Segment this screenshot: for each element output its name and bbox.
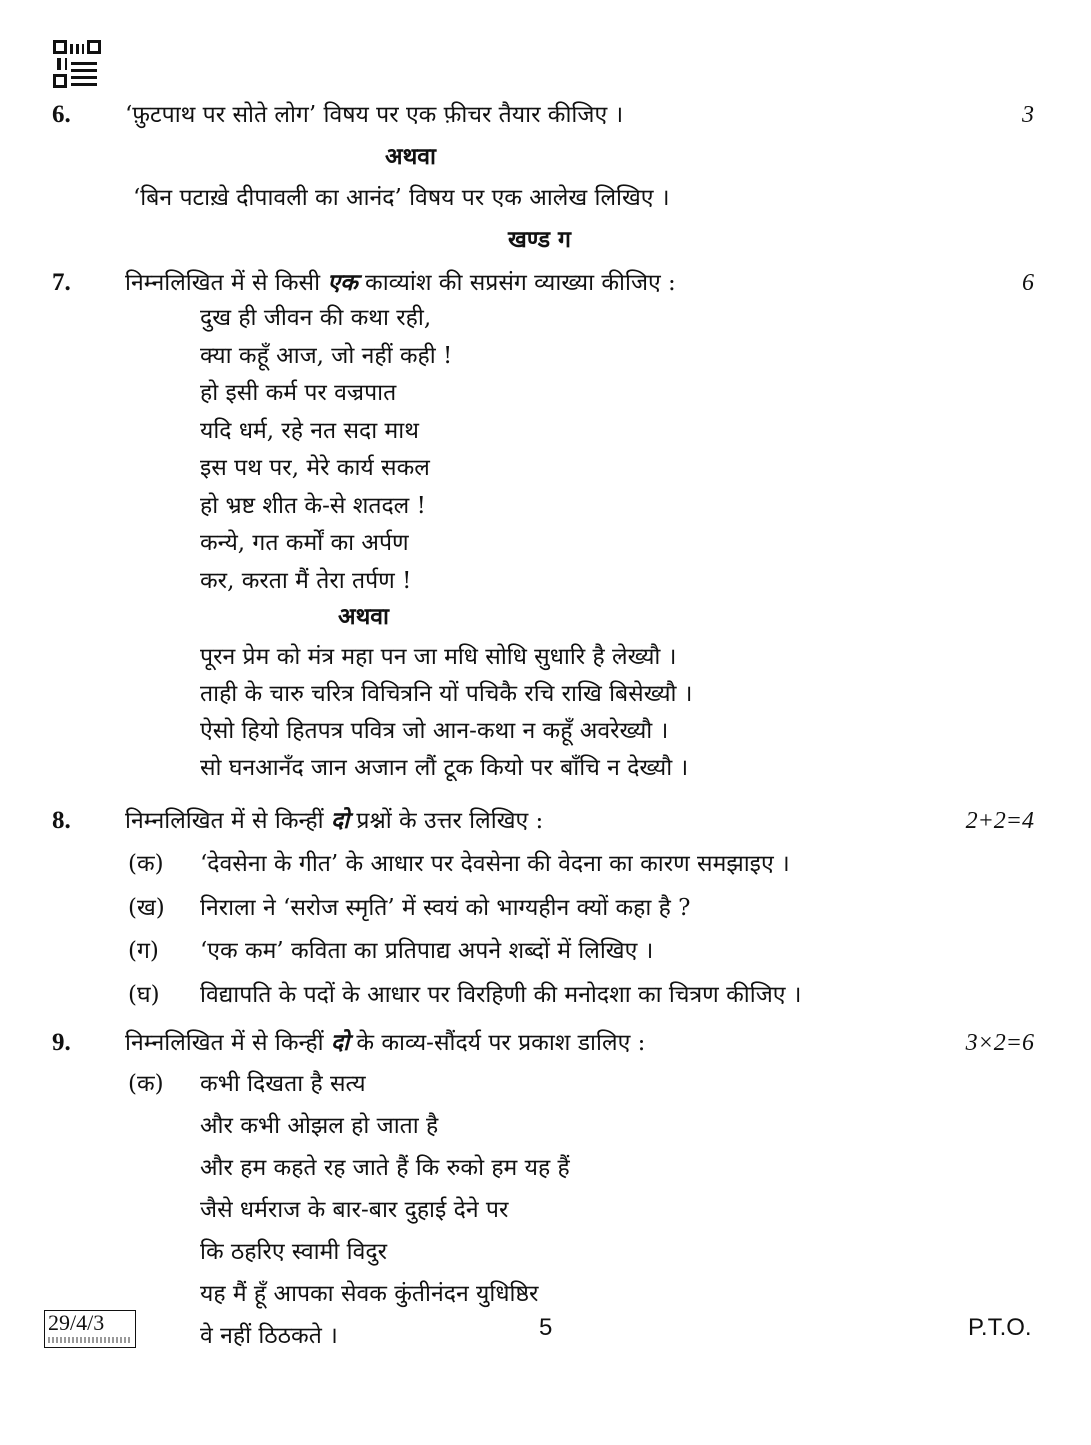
question-8-emphasis: दो bbox=[330, 807, 350, 834]
question-9-emphasis: दो bbox=[330, 1029, 350, 1056]
pto-label: P.T.O. bbox=[968, 1314, 1032, 1341]
subquestion-text: ‘देवसेना के गीत’ के आधार पर देवसेना की वेदना का कारण समझाइए । bbox=[200, 851, 790, 877]
question-6-alt-text: ‘बिन पटाख़े दीपावली का आनंद’ विषय पर एक आलेख लिखिए । bbox=[133, 185, 670, 211]
poem-line: कभी दिखता है सत्य bbox=[200, 1071, 366, 1097]
question-7-marks: 6 bbox=[1022, 270, 1034, 296]
subquestion-text: विद्यापति के पदों के आधार पर विरहिणी की मनोदशा का चित्रण कीजिए । bbox=[200, 982, 802, 1008]
question-9-marks: 3×2=6 bbox=[965, 1030, 1034, 1056]
poem-line: कर, करता मैं तेरा तर्पण ! bbox=[200, 568, 412, 594]
poem-line: और हम कहते रह जाते हैं कि रुको हम यह हैं bbox=[200, 1155, 570, 1181]
question-7-number: 7. bbox=[52, 269, 71, 296]
poem-line: और कभी ओझल हो जाता है bbox=[200, 1113, 439, 1139]
question-7-or-label: अथवा bbox=[338, 603, 390, 630]
question-8-marks: 2+2=4 bbox=[965, 808, 1034, 834]
question-8-text: निम्नलिखित में से किन्हीं दो प्रश्नों के उत्तर लिखिए : bbox=[125, 807, 544, 834]
poem-line: कन्ये, गत कर्मों का अर्पण bbox=[200, 530, 409, 556]
subquestion-label: (क) bbox=[128, 1071, 164, 1097]
subquestion-text: ‘एक कम’ कविता का प्रतिपाद्य अपने शब्दों में लिखिए । bbox=[200, 938, 654, 964]
poem-line: इस पथ पर, मेरे कार्य सकल bbox=[200, 455, 430, 481]
subquestion-label: (ख) bbox=[128, 895, 165, 921]
poem-line: हो इसी कर्म पर वज्रपात bbox=[200, 380, 397, 406]
question-6-number: 6. bbox=[52, 101, 71, 128]
poem-line: यदि धर्म, रहे नत सदा माथ bbox=[200, 418, 419, 444]
question-6-text: ‘फ़ुटपाथ पर सोते लोग’ विषय पर एक फ़ीचर तैयार कीजिए । bbox=[125, 102, 624, 128]
poem-line: ऐसो हियो हितपत्र पवित्र जो आन-कथा न कहूँ अवरेख्यौ । bbox=[200, 718, 669, 744]
question-7-emphasis: एक bbox=[327, 269, 358, 296]
poem-line: ताही के चारु चरित्र विचित्रनि यों पचिकै रचि राखि बिसेख्यौ । bbox=[200, 681, 693, 707]
poem-line: यह मैं हूँ आपका सेवक कुंतीनंदन युधिष्ठिर bbox=[200, 1281, 539, 1307]
subquestion-label: (घ) bbox=[128, 982, 160, 1008]
question-9-text: निम्नलिखित में से किन्हीं दो के काव्य-सौंदर्य पर प्रकाश डालिए : bbox=[125, 1029, 646, 1056]
question-6-or-label: अथवा bbox=[385, 143, 437, 170]
subquestion-label: (ग) bbox=[128, 938, 159, 964]
page-number: 5 bbox=[539, 1314, 553, 1341]
question-6-marks: 3 bbox=[1022, 102, 1034, 128]
paper-code-microprint bbox=[48, 1337, 132, 1343]
poem-line: पूरन प्रेम को मंत्र महा पन जा मधि सोधि सुधारि है लेख्यौ । bbox=[200, 644, 677, 670]
poem-line: सो घनआनँद जान अजान लौं टूक कियो पर बाँचि न देख्यौ । bbox=[200, 755, 689, 781]
question-9-number: 9. bbox=[52, 1029, 71, 1056]
subquestion-text: निराला ने ‘सरोज स्मृति’ में स्वयं को भाग्यहीन क्यों कहा है ? bbox=[200, 895, 691, 921]
paper-code: 29/4/3 bbox=[48, 1310, 105, 1335]
poem-line: कि ठहरिए स्वामी विदुर bbox=[200, 1239, 387, 1265]
poem-line: क्या कहूँ आज, जो नहीं कही ! bbox=[200, 343, 453, 369]
poem-line: हो भ्रष्ट शीत के-से शतदल ! bbox=[200, 493, 426, 519]
poem-line: वे नहीं ठिठकते । bbox=[200, 1323, 338, 1349]
poem-line: जैसे धर्मराज के बार-बार दुहाई देने पर bbox=[200, 1197, 509, 1223]
poem-line: दुख ही जीवन की कथा रही, bbox=[200, 305, 432, 331]
qr-code bbox=[53, 40, 101, 88]
subquestion-label: (क) bbox=[128, 851, 164, 877]
question-7-text: निम्नलिखित में से किसी एक काव्यांश की सप्रसंग व्याख्या कीजिए : bbox=[125, 269, 676, 296]
question-8-number: 8. bbox=[52, 807, 71, 834]
section-c-heading: खण्ड ग bbox=[508, 226, 572, 253]
